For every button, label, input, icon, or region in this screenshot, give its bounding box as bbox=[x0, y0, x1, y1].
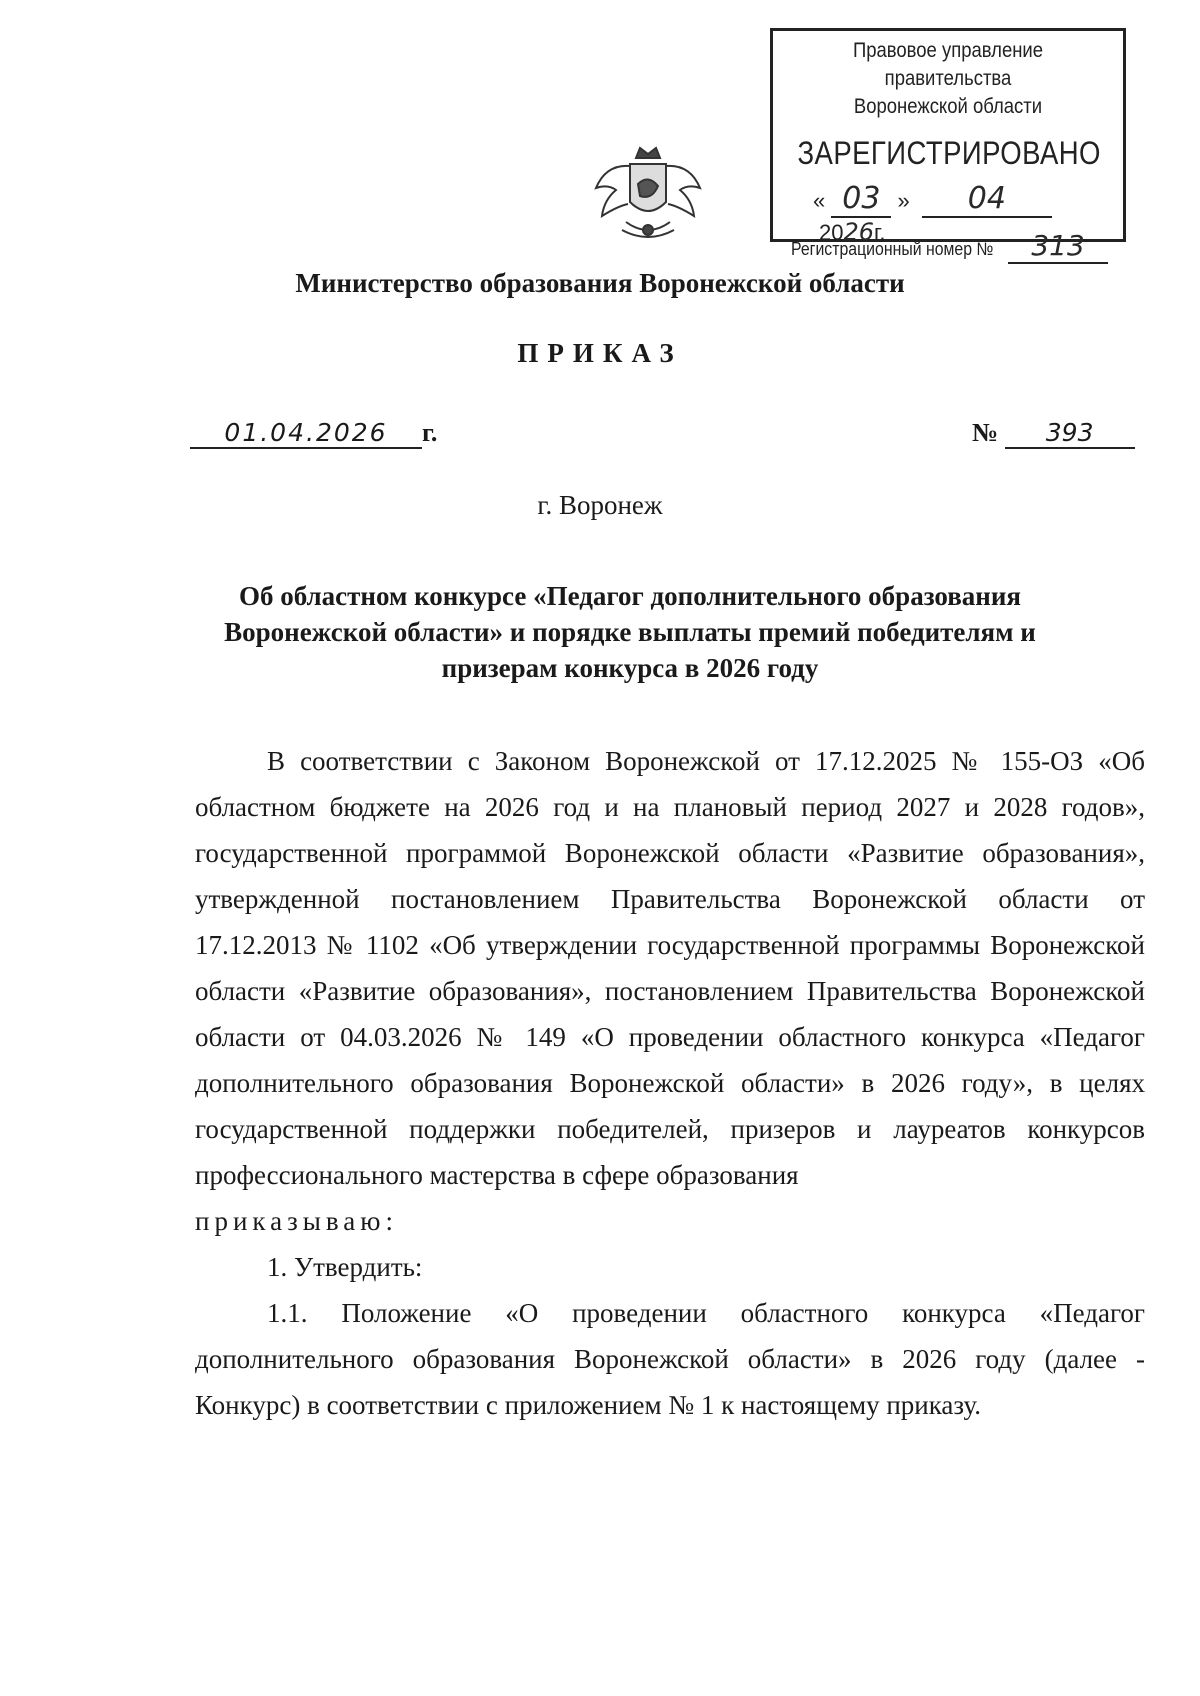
order-number: 393 bbox=[1005, 418, 1135, 449]
stamp-org-line2: Воронежской области bbox=[853, 95, 1043, 118]
stamp-number-row bbox=[791, 229, 1121, 264]
stamp-reg-label: Регистрационный номер № bbox=[791, 239, 994, 259]
order-word: приказываю: bbox=[195, 1206, 398, 1236]
order-date: 01.04.2026 bbox=[190, 418, 422, 449]
order-date-suffix: г. bbox=[422, 418, 438, 447]
order-subject: Об областном конкурсе «Педагог дополнительного образования Воронежской области» и порядке выплаты премий победителям и призерам конкурса в 2026 году bbox=[224, 581, 1036, 683]
ministry-title: Министерство образования Воронежской области bbox=[295, 268, 905, 298]
item-1: 1. Утвердить: bbox=[267, 1252, 423, 1282]
stamp-quote-close: » bbox=[897, 188, 910, 213]
stamp-org-line1: Правовое управление правительства bbox=[852, 39, 1044, 90]
order-number-label: № bbox=[972, 418, 999, 447]
preamble-paragraph: В соответствии с Законом Воронежской от 17.12.2025 № 155-ОЗ «Об областном бюджете на 2026 год и на плановый период 2027 и 2028 годов», государственной программой Воронежской области «Развитие образования», утвержденной постановлением Правительства Воронежской области от 17.12.2013 № 1102 «Об утверждении государственной программы Воронежской области «Развитие образования», постановлением Правительства Воронежской области от 04.03.2026 № 149 «О проведении областного конкурса «Педагог дополнительного образования Воронежской области» в 2026 году», в целях государственной поддержки победителей, призеров и лауреатов конкурсов профессионального мастерства в сфере образования bbox=[195, 746, 1145, 1190]
item-1-1: 1.1. Положение «О проведении областного конкурса «Педагог дополнительного образования Воронежской области» в 2026 году (далее - Конкурс) в соответствии с приложением № 1 к настоящему приказу. bbox=[195, 1298, 1145, 1420]
stamp-year-suffix: 26 bbox=[843, 218, 875, 246]
order-title: ПРИКАЗ bbox=[517, 338, 683, 368]
coat-of-arms-icon bbox=[586, 144, 710, 246]
stamp-quote-open: « bbox=[813, 188, 826, 213]
stamp-day: 03 bbox=[831, 181, 891, 218]
registration-stamp bbox=[770, 28, 1126, 262]
stamp-year-prefix: 20 bbox=[819, 220, 844, 245]
stamp-month: 04 bbox=[922, 181, 1052, 218]
stamp-reg-number: 313 bbox=[1008, 229, 1108, 264]
stamp-year-tail: г. bbox=[874, 220, 886, 245]
stamp-registered-label: ЗАРЕГИСТРИРОВАНО bbox=[797, 135, 1101, 171]
order-date-line bbox=[190, 418, 437, 449]
order-body bbox=[195, 738, 1145, 1428]
order-number-line bbox=[972, 418, 1135, 449]
city: г. Воронеж bbox=[537, 490, 663, 520]
stamp-organization bbox=[794, 37, 1102, 121]
